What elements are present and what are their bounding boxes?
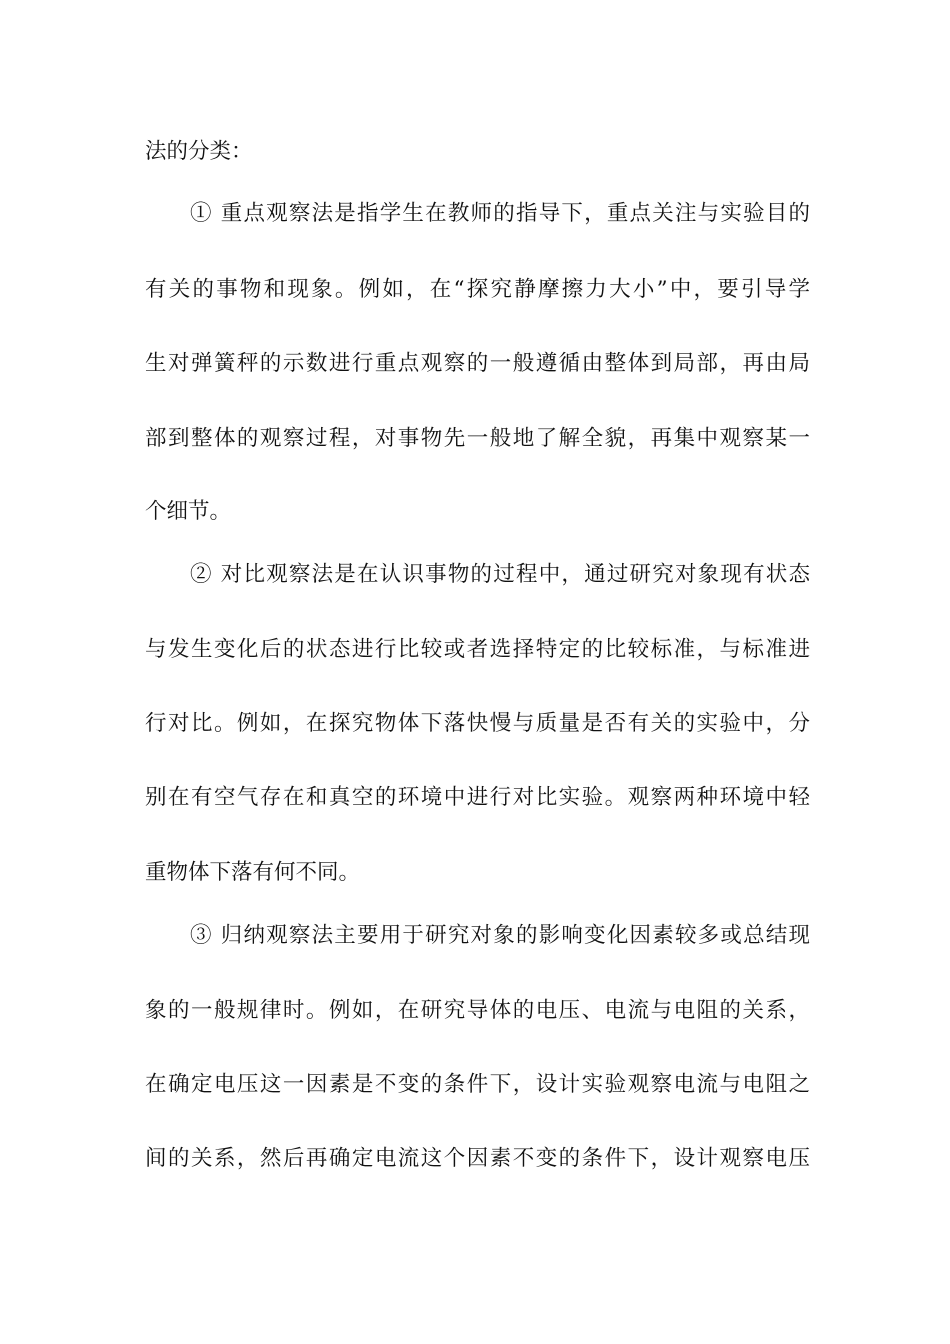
list-item-3-first-line: ③ 归纳观察法主要用于研究对象的影响变化因素较多或总结现 [190,923,810,948]
list-item-1-first-line: ① 重点观察法是指学生在教师的指导下，重点关注与实验目的 [190,201,810,226]
text-line: 间的关系，然后再确定电流这个因素不变的条件下，设计观察电压 [145,1146,810,1171]
text-line: 与发生变化后的状态进行比较或者选择特定的比较标准，与标准进 [145,637,810,662]
text-line: 生对弹簧秤的示数进行重点观察的一般遵循由整体到局部，再由局 [145,351,810,376]
text-line: 象的一般规律时。例如，在研究导体的电压、电流与电阻的关系， [145,998,810,1023]
text-line: 部到整体的观察过程，对事物先一般地了解全貌，再集中观察某一 [145,426,810,451]
text-line: 个细节。 [145,499,232,524]
text-line: 在确定电压这一因素是不变的条件下，设计实验观察电流与电阻之 [145,1072,810,1097]
text-line: 有关的事物和现象。例如，在“探究静摩擦力大小”中，要引导学 [145,277,810,302]
text-line: 别在有空气存在和真空的环境中进行对比实验。观察两种环境中轻 [145,785,810,810]
list-item-2-first-line: ② 对比观察法是在认识事物的过程中，通过研究对象现有状态 [190,562,810,587]
text-line: 行对比。例如，在探究物体下落快慢与质量是否有关的实验中，分 [145,711,810,736]
text-line: 重物体下落有何不同。 [145,860,361,885]
text-line: 法的分类： [145,139,253,164]
